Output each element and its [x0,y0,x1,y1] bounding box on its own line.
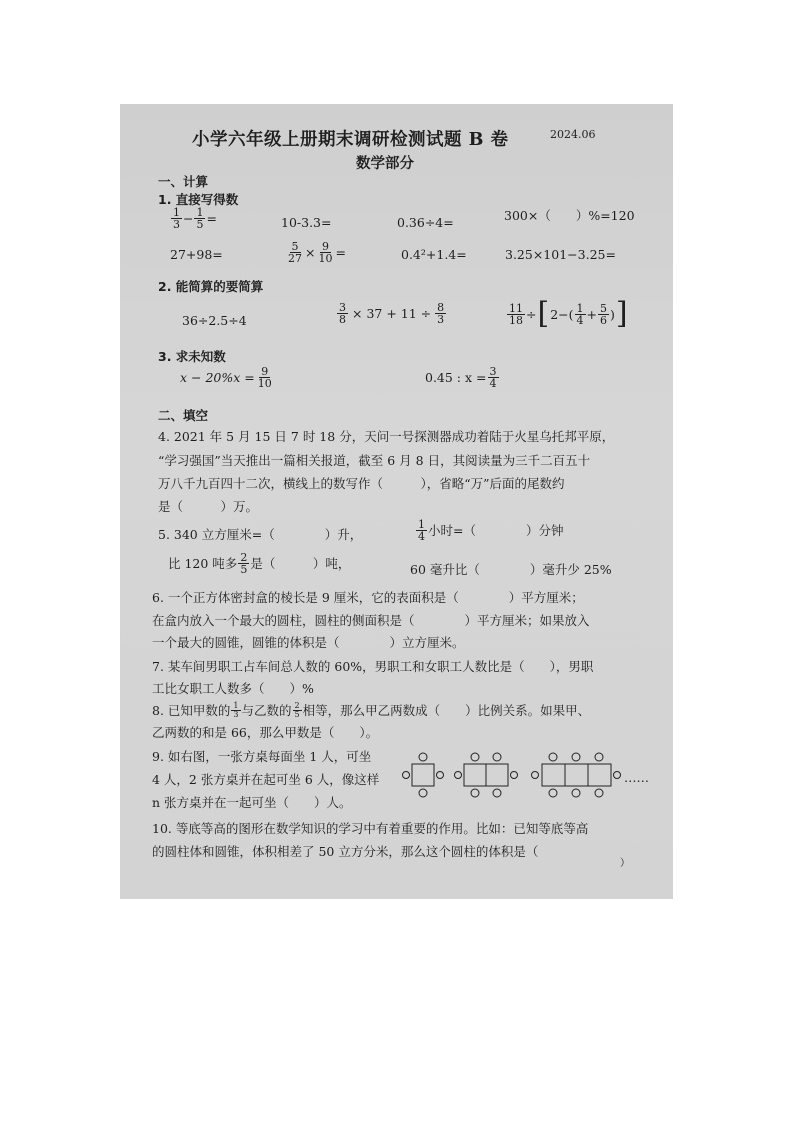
section-heading-calc: 一、计算 [158,174,209,189]
q7-line-2: 工比女职工人数多（ ）% [152,681,314,696]
q4-line-4: 是（ ）万。 [158,499,259,514]
q4-line-3: 万八千九百四十二次，横线上的数写作（ ），省略“万”后面的尾数约 [158,476,565,491]
fraction: $\frac{5}{6}$ [600,301,607,327]
q6-line-3: 一个最大的圆锥，圆锥的体积是（ ）立方厘米。 [152,635,465,650]
q1-item-b: 10-3.3= [281,215,332,230]
q1-item-e: 27+98= [170,247,223,262]
fraction: $\frac{1}{3}$ [173,206,180,231]
q6-line-1: 6. 一个正方体密封盒的棱长是 9 厘米，它的表面积是（ ）平方厘米； [152,590,584,605]
q5-item-c: 比 120 吨多 $\frac{2}{5}$ 是（ ）吨， [168,551,351,576]
q8-line-1: 8. 已知甲数的 $\frac{1}{3}$ 与乙数的 $\frac{2}{5}$ 相等，那么甲乙两数成（ ）比例关系。如果甲、 [152,701,591,719]
q1-item-d: 300×（ ）%=120 [504,208,635,223]
section-heading-fill: 二、填空 [158,408,209,423]
q5-item-a: 5. 340 立方厘米=（ ）升， [158,527,363,542]
fraction: $\frac{1}{3}$ [233,701,239,719]
q5-item-d: 60 毫升比（ ）毫升少 25% [410,562,612,577]
q2-item-a: 36÷2.5÷4 [182,313,247,328]
fraction: $\frac{5}{27}$ [288,240,302,265]
fraction: $\frac{3}{8}$ [339,301,346,326]
q1-item-a: $\frac{1}{3}$ − $\frac{1}{5}$ = [173,206,217,231]
fraction: $\frac{9}{10}$ [257,365,272,390]
fraction: $\frac{9}{10}$ [318,240,333,265]
exam-paper [120,104,673,899]
q10-line-1: 10. 等底等高的图形在数学知识的学习中有着重要的作用。比如：已知等底等高 [152,821,589,836]
fraction: $\frac{1}{4}$ [576,301,584,327]
tables-figure [402,748,662,804]
fraction: $\frac{8}{3}$ [437,301,445,326]
q1-item-h: 3.25×101−3.25= [505,247,616,262]
q1-item-c: 0.36÷4= [397,215,454,230]
question-1-heading: 1. 直接写得数 [158,192,239,207]
q9-line-1: 9. 如右图，一张方桌每面坐 1 人，可坐 [152,749,372,764]
q10-line-2: 的圆柱体和圆锥，体积相差了 50 立方分米，那么这个圆柱的体积是（ [152,844,576,859]
left-bracket: [ [537,296,550,331]
q3-item-a: x − 20%x = $\frac{9}{10}$ [180,365,272,390]
q9-line-2: 4 人，2 张方桌并在起可坐 6 人，像这样 [152,772,380,787]
fraction: $\frac{1}{5}$ [196,206,204,231]
q2-item-b: $\frac{3}{8}$ × 37 + 11 ÷ $\frac{8}{3}$ [339,301,445,326]
q2-item-c: $\frac{11}{18}$ ÷ [ 2−( $\frac{1}{4}$ + $\frac{5}{6}$ ) ] [509,296,628,331]
q8-line-2: 乙两数的和是 66，那么甲数是（ ）。 [152,725,379,740]
q3-item-b: 0.45 : x = $\frac{3}{4}$ [425,365,497,390]
q1-item-f: $\frac{5}{27}$ × $\frac{9}{10}$ = [288,240,346,265]
question-2-heading: 2. 能简算的要简算 [158,279,264,294]
tables-ellipsis: …… [624,770,649,785]
fraction: $\frac{1}{4}$ [418,518,425,543]
q1-item-g: 0.4²+1.4= [401,247,467,262]
q5-item-b: $\frac{1}{4}$ 小时=（ ）分钟 [418,518,564,543]
q4-line-2: “学习强国”当天推出一篇相关报道，截至 6 月 8 日，其阅读量为三千二百五十 [158,453,591,468]
q7-line-1: 7. 某车间男职工占车间总人数的 60%，男职工和女职工人数比是（ ），男职 [152,659,594,674]
q9-line-3: n 张方桌并在一起可坐（ ）人。 [152,795,352,810]
q4-line-1: 4. 2021 年 5 月 15 日 7 时 18 分，天问一号探测器成功着陆于火星乌托邦平原， [158,429,615,444]
exam-subtitle: 数学部分 [356,155,414,172]
exam-date: 2024.06 [550,128,596,141]
exam-title: 小学六年级上册期末调研检测试题 B 卷 [192,130,509,150]
table-1-square [412,764,434,786]
right-bracket: ] [615,296,628,331]
fraction: $\frac{3}{4}$ [489,365,497,390]
fraction: $\frac{2}{5}$ [294,701,300,719]
question-3-heading: 3. 求未知数 [158,349,226,364]
fraction: $\frac{11}{18}$ [509,301,523,327]
q6-line-2: 在盒内放入一个最大的圆柱，圆柱的侧面积是（ ）平方厘米；如果放入 [152,613,590,628]
fraction: $\frac{2}{5}$ [240,551,248,576]
q10-line-3: ） [620,858,630,869]
